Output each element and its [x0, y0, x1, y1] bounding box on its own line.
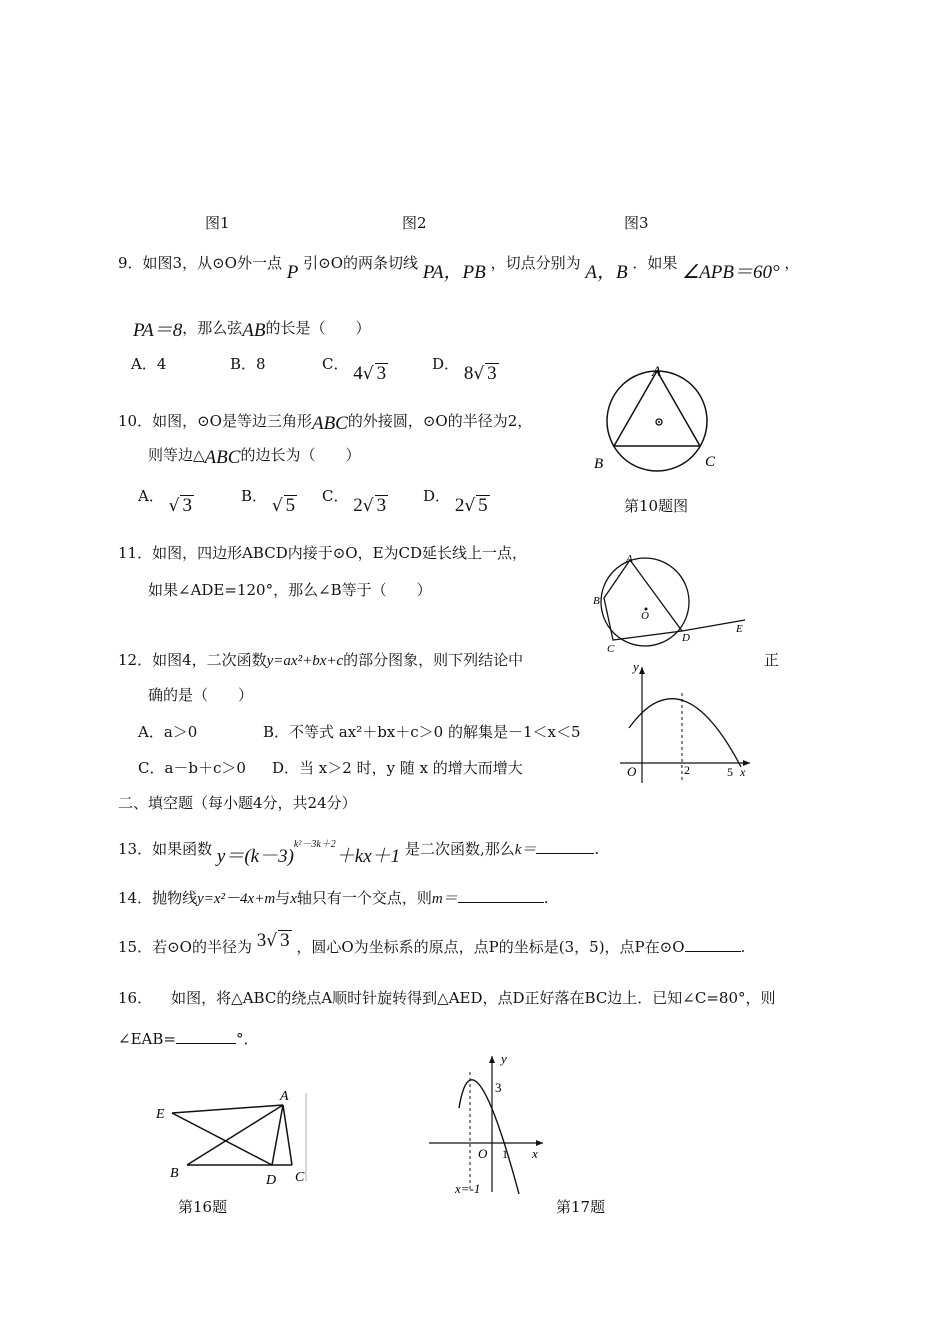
tangent-points: A，B [585, 262, 628, 283]
q16-text: ∠EAB= [118, 1030, 176, 1048]
q10-text: 如图，⊙O是等边三角形 [152, 412, 312, 430]
q10-text: 的外接圆，⊙O的半径为2， [347, 412, 533, 430]
answer-blank[interactable] [458, 901, 544, 903]
q9-text: 引⊙O的两条切线 [303, 254, 419, 272]
answer-blank[interactable] [536, 852, 594, 854]
radicand: 3 [376, 363, 387, 384]
label-B: B [594, 456, 604, 472]
q10-text: 的边长为（ ） [240, 446, 361, 464]
q10-option-d [423, 485, 490, 516]
q14-end: . [543, 889, 549, 907]
question-number: 16． [118, 989, 153, 1007]
answer-variable: m＝ [431, 891, 458, 907]
label-x: x [740, 765, 746, 779]
label-A: A [626, 553, 633, 565]
q12-figure [615, 655, 755, 787]
q17-figure-caption: 第17题 [556, 1198, 606, 1216]
q12-option-d: D．当 x＞2 时，y 随 x 的增大而增大 [272, 759, 523, 777]
question-9-line1 [118, 247, 800, 283]
q10-figure-caption: 第10题图 [624, 497, 689, 515]
label-5: 5 [727, 765, 733, 779]
label-x-eq-minus-1: x=-1 [455, 1181, 481, 1196]
coef: 3 [256, 930, 267, 951]
point-P: P [286, 262, 299, 283]
q12-option-b: B．不等式 ax²＋bx＋c＞0 的解集是－1＜x＜5 [263, 723, 581, 741]
label-y: y [501, 1052, 507, 1066]
q9-text: 如图3，从⊙O外一点 [142, 254, 282, 272]
q15-text: 若⊙O的半径为 [152, 938, 252, 956]
q11-figure [585, 552, 755, 657]
q15-end: . [740, 938, 746, 956]
label-D: D [266, 1173, 277, 1188]
segment-AD [272, 1105, 283, 1165]
function-tail: ＋kx＋1 [335, 846, 401, 867]
question-11-line1 [118, 542, 527, 563]
q12-option-a: A．a＞0 [138, 723, 198, 741]
q10-option-b [241, 485, 297, 516]
q9-text: 的长是（ ） [265, 319, 371, 337]
triangle-ABC: ABC [311, 413, 348, 434]
q16-figure [150, 1085, 315, 1190]
question-number: 13． [118, 840, 153, 858]
q9-option-b: B．8 [230, 355, 266, 373]
q14-text: 与 [275, 889, 291, 907]
question-number: 14． [118, 889, 153, 907]
figure-caption-1: 图1 [205, 214, 230, 232]
parabola [629, 699, 741, 767]
q14-text: 抛物线 [152, 889, 198, 907]
answer-variable: k＝ [514, 842, 537, 858]
segment-EA [172, 1105, 283, 1113]
option-label: D． [432, 355, 460, 373]
circle-O [601, 558, 689, 646]
function-expression: y=ax²+bx+c [266, 653, 344, 669]
radicand: 5 [285, 495, 296, 516]
label-O: O [641, 610, 649, 622]
label-y: y [633, 659, 639, 674]
label-E: E [736, 623, 743, 635]
q12-option-c: C．a－b＋c＞0 [138, 759, 246, 777]
q10-figure [585, 360, 725, 475]
q15-text: ，圆心O为坐标系的原点，点P的坐标是(3，5)，点P在⊙O [296, 938, 685, 956]
question-16-line1 [118, 987, 776, 1008]
q16-figure-caption: 第16题 [178, 1198, 228, 1216]
coef: 8 [463, 363, 474, 384]
coef: 4 [353, 363, 363, 384]
radicand: 3 [280, 930, 290, 951]
function-base: y＝(k－3) [216, 846, 294, 867]
radicand: 5 [478, 495, 488, 516]
coef: 2 [454, 495, 465, 516]
chord-AB: AB [242, 320, 266, 341]
q13-text: 如果函数 [152, 840, 213, 858]
question-10-line1 [118, 410, 532, 432]
q16-text: °． [235, 1030, 259, 1048]
option-label: D． [423, 487, 451, 505]
label-B: B [593, 595, 600, 607]
figure-caption-3: 图3 [624, 214, 649, 232]
label-O: O [478, 1146, 488, 1161]
pa-equals: PA＝8 [133, 320, 183, 341]
label-E: E [156, 1107, 165, 1122]
parabola-expression: y=x²－4x+m [197, 891, 276, 907]
option-value: √ 5 [271, 495, 296, 516]
question-number: 12． [118, 651, 153, 669]
label-1: 1 [502, 1147, 508, 1161]
function-expression [216, 838, 401, 867]
option-value: 4√ 3 [353, 363, 387, 384]
q9-option-a: A．4 [131, 355, 167, 373]
q9-text: ，那么弦 [182, 319, 243, 337]
label-C: C [705, 454, 716, 470]
q12-text: 如图4，二次函数 [152, 651, 267, 669]
section-heading-fill-blank: 二、填空题（每小题4分，共24分） [118, 794, 357, 812]
question-number: 11． [118, 544, 153, 562]
option-value: 2√ 3 [353, 495, 387, 516]
question-number: 10． [118, 412, 153, 430]
angle-APB: ∠APB＝60° [682, 262, 780, 283]
q10-text: 则等边△ [148, 446, 205, 464]
option-label: A． [138, 487, 164, 505]
question-13 [118, 833, 600, 867]
question-12-line2: 确的是（ ） [148, 686, 254, 704]
answer-blank[interactable] [176, 1042, 236, 1044]
q9-option-c [322, 353, 388, 384]
question-number: 9． [118, 254, 143, 272]
question-number: 15． [118, 938, 153, 956]
label-A: A [652, 364, 662, 380]
circumcircle [607, 371, 707, 471]
question-15 [118, 930, 746, 958]
label-3: 3 [495, 1080, 502, 1095]
y-axis-arrow [489, 1056, 495, 1063]
option-value: 2√ 5 [454, 495, 488, 516]
equilateral-triangle [614, 371, 700, 446]
q14-text: 轴只有一个交点，则 [296, 889, 432, 907]
label-A: A [280, 1089, 289, 1104]
segment-AC [283, 1105, 292, 1165]
radicand: 3 [376, 495, 387, 516]
center-dot [658, 421, 660, 423]
q10-option-c [322, 485, 388, 516]
triangle-ABC: ABC [204, 447, 241, 468]
label-x: x [532, 1146, 538, 1161]
question-9-line2 [133, 312, 371, 339]
figure-caption-2: 图2 [402, 214, 427, 232]
q9-option-d [432, 353, 499, 384]
question-14 [118, 887, 549, 908]
q10-option-a [138, 485, 194, 516]
coef: 2 [353, 495, 363, 516]
parabola [459, 1080, 519, 1194]
option-label: C． [322, 355, 349, 373]
label-2: 2 [684, 763, 690, 777]
q16-text: 如图，将△ABC的绕点A顺时针旋转得到△AED，点D正好落在BC边上．已知∠C=80°，则 [171, 989, 776, 1007]
radius-value: 3√ 3 [256, 930, 290, 951]
question-11-line2: 如果∠ADE=120°，那么∠B等于（ ） [148, 581, 432, 599]
question-12-overflow-char: 正 [764, 651, 780, 669]
function-exponent: k²－3k＋2 [293, 838, 336, 850]
question-16-line2 [118, 1028, 258, 1049]
q13-end: . [594, 840, 600, 858]
var-x: x [290, 891, 297, 907]
tangent-lines: PA，PB [422, 262, 486, 283]
label-C: C [607, 643, 615, 655]
q9-text: ．如果 [632, 254, 678, 272]
q13-text: 是二次函数,那么 [404, 840, 515, 858]
q11-text: 如图，四边形ABCD内接于⊙O，E为CD延长线上一点， [152, 544, 528, 562]
q9-text: ， [784, 254, 800, 272]
option-value: 8√ 3 [463, 363, 497, 384]
answer-blank[interactable] [685, 950, 741, 952]
segment-AB [187, 1105, 283, 1165]
radicand: 3 [182, 495, 192, 516]
quadrilateral-ABCD [604, 560, 682, 640]
q17-figure [425, 1052, 550, 1197]
label-C: C [295, 1170, 305, 1185]
question-12-line1 [118, 649, 523, 670]
q9-text: ，切点分别为 [490, 254, 581, 272]
radicand: 3 [487, 363, 497, 384]
question-10-line2 [148, 444, 360, 466]
label-D: D [682, 632, 690, 644]
q12-text: 的部分图象，则下列结论中 [343, 651, 524, 669]
option-label: C． [322, 487, 349, 505]
option-value: √ 3 [168, 495, 192, 516]
label-O: O [627, 764, 637, 779]
option-label: B． [241, 487, 268, 505]
y-axis-arrow [639, 667, 645, 674]
label-B: B [170, 1166, 179, 1181]
